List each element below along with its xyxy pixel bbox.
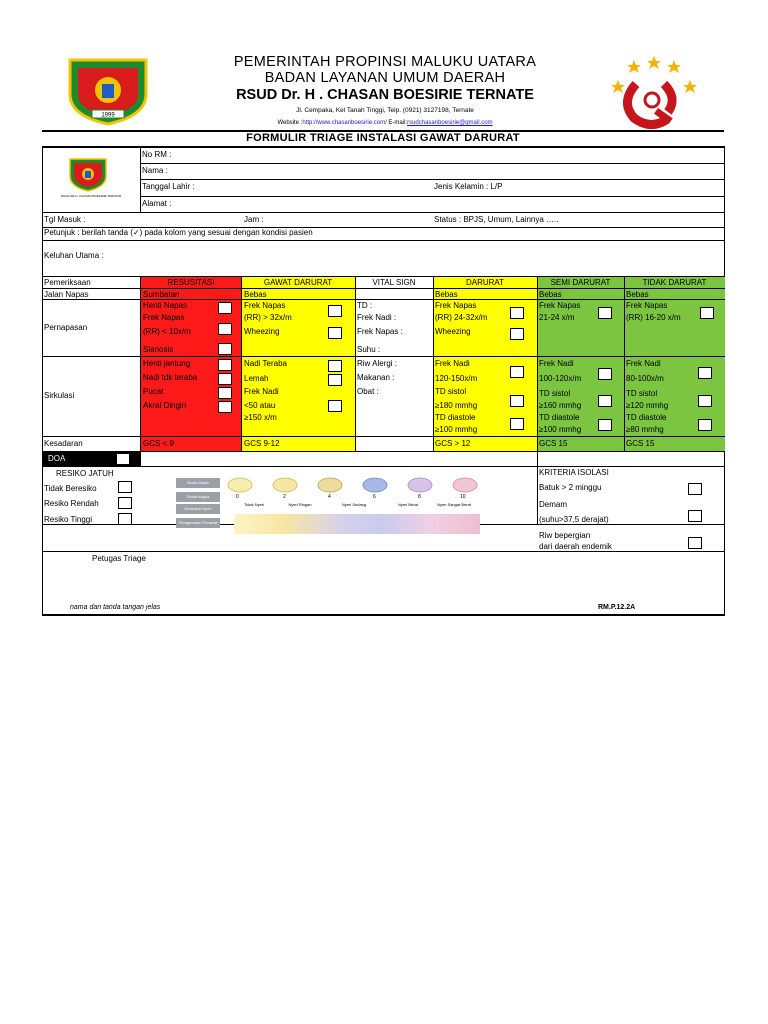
pernapasan-td-2: (RR) 16-20 x/m xyxy=(626,313,681,322)
sirkulasi-dr-5: TD diastole xyxy=(435,413,476,422)
keluhan-utama-field[interactable]: Keluhan Utama : xyxy=(44,251,104,260)
sirkulasi-dr-6: ≥100 mmhg xyxy=(435,425,478,434)
pucat-checkbox[interactable] xyxy=(218,387,232,399)
tidak-beresiko-checkbox[interactable] xyxy=(118,481,132,493)
wheezing-gd-checkbox[interactable] xyxy=(328,327,342,339)
sianosis-checkbox[interactable] xyxy=(218,343,232,355)
pernapasan-dr-1: Frek Napas xyxy=(435,301,477,310)
isolasi-batuk: Batuk > 2 minggu xyxy=(539,483,602,492)
pernapasan-gd-2: (RR) > 32x/m xyxy=(244,313,292,322)
pain-scale-row-label: Skala Angka xyxy=(176,492,220,502)
tgl-masuk-field[interactable]: Tgl Masuk : xyxy=(44,215,86,224)
frek-nadi-gd-checkbox[interactable] xyxy=(328,400,342,412)
sirkulasi-td-4: ≥120 mmhg xyxy=(626,401,669,410)
sirkulasi-sd-3: TD sistol xyxy=(539,389,571,398)
status-field[interactable]: Status : BPJS, Umum, Lainnya ….. xyxy=(434,215,559,224)
resiko-item-rendah: Resiko Rendah xyxy=(44,499,99,508)
jalan-napas-tidak: Bebas xyxy=(626,290,649,299)
rr-16-20-checkbox[interactable] xyxy=(700,307,714,319)
pernapasan-res-3: (RR) < 10x/m xyxy=(143,327,191,336)
sirkulasi-gd-3: Frek Nadi xyxy=(244,387,279,396)
sistol-160-checkbox[interactable] xyxy=(598,395,612,407)
jalan-napas-resusitasi: Sumbatan xyxy=(143,290,180,299)
vital-frek-napas[interactable]: Frek Napas : xyxy=(357,327,403,336)
pain-scale-row-label: Deskripsi Nyeri xyxy=(176,504,220,514)
jam-field[interactable]: Jam : xyxy=(244,215,264,224)
sirkulasi-dr-3: TD sistol xyxy=(435,387,467,396)
sirkulasi-res-4: Akral Dingin xyxy=(143,401,187,410)
nadi-100-120-checkbox[interactable] xyxy=(598,368,612,380)
nadi-120-150-checkbox[interactable] xyxy=(510,366,524,378)
sirkulasi-res-2: Nadi tdk teraba xyxy=(143,373,198,382)
sirkulasi-dr-1: Frek Nadi xyxy=(435,359,470,368)
pernapasan-gd-1: Frek Napas xyxy=(244,301,286,310)
form-title: FORMULIR TRIAGE INSTALASI GAWAT DARURAT xyxy=(246,132,520,144)
sirkulasi-label: Sirkulasi xyxy=(44,391,75,400)
vital-sign-header: VITAL SIGN xyxy=(372,278,416,287)
sirkulasi-gd-5: ≥150 x/m xyxy=(244,413,277,422)
sirkulasi-td-3: TD sistol xyxy=(626,389,658,398)
kesadaran-sd: GCS 15 xyxy=(539,439,568,448)
darurat-header: DARURAT xyxy=(465,278,505,287)
kriteria-isolasi-title: KRITERIA ISOLASI xyxy=(539,468,609,477)
resiko-item-tinggi: Resiko Tinggi xyxy=(44,515,93,524)
signature-caption: nama dan tanda tangan jelas xyxy=(70,604,161,611)
sirkulasi-td-2: 80-100x/m xyxy=(626,374,664,383)
resiko-item-tidak: Tidak Beresiko xyxy=(44,484,97,493)
sirkulasi-dr-2: 120-150x/m xyxy=(435,374,478,383)
pernapasan-label: Pernapasan xyxy=(44,323,88,332)
wheezing-dr-checkbox[interactable] xyxy=(510,328,524,340)
sirkulasi-res-1: Henti jantung xyxy=(143,359,191,368)
pernapasan-sd-1: Frek Napas xyxy=(539,301,581,310)
pain-faces-icon xyxy=(222,476,480,494)
kesadaran-gd: GCS 9-12 xyxy=(244,439,280,448)
pernapasan-gd-3: Wheezing xyxy=(244,327,280,336)
resiko-tinggi-checkbox[interactable] xyxy=(118,513,132,525)
vital-frek-nadi[interactable]: Frek Nadi : xyxy=(357,313,397,322)
pain-desc: Tidak Nyeri xyxy=(243,502,265,507)
pain-number: 2 xyxy=(283,494,286,500)
hospital-address: Jl. Cempaka, Kel Tanah Tinggi, Telp. (0921) 3127198, Ternate xyxy=(296,107,474,114)
rr-24-32-checkbox[interactable] xyxy=(510,307,524,319)
pain-number: 4 xyxy=(328,494,331,500)
gov-title: PEMERINTAH PROPINSI MALUKU UATARA xyxy=(233,54,537,70)
pernapasan-res-1: Henti Napas xyxy=(143,301,188,310)
pain-desc: Nyeri Ringan xyxy=(288,502,312,507)
isolasi-demam: Demam xyxy=(539,500,568,509)
tanggal-lahir-field[interactable]: Tanggal Lahir : xyxy=(142,182,195,191)
pernapasan-sd-2: 21-24 x/m xyxy=(539,313,575,322)
vital-makanan[interactable]: Makanan : xyxy=(357,373,395,382)
small-logo-caption: RSUD DR.H. CHASAN BOESIRIE TERNATE xyxy=(60,194,122,198)
pain-desc: Nyeri Sedang xyxy=(341,502,367,507)
hospital-contact: Website :http://www.chasanboesirie.com/ E-mail:rsudchasanboesirie@gmail.com xyxy=(277,120,493,126)
kesadaran-td: GCS 15 xyxy=(626,439,655,448)
alamat-field[interactable]: Alamat : xyxy=(142,199,172,208)
tidak-darurat-header: TIDAK DARURAT xyxy=(642,278,707,287)
pain-number: 8 xyxy=(418,494,421,500)
jalan-napas-darurat: Bebas xyxy=(435,290,458,299)
doa-label: DOA xyxy=(48,454,66,463)
kesadaran-dr: GCS > 12 xyxy=(435,439,471,448)
nadi-tdk-teraba-checkbox[interactable] xyxy=(218,373,232,385)
sistol-180-checkbox[interactable] xyxy=(510,395,524,407)
vital-riw-alergi[interactable]: Riw Alergi : xyxy=(357,359,398,368)
henti-jantung-checkbox[interactable] xyxy=(218,359,232,371)
resusitasi-header: RESUSITASI xyxy=(167,278,215,287)
diastole-100-dr-checkbox[interactable] xyxy=(510,418,524,430)
pemeriksaan-header: Pemeriksaan xyxy=(44,278,91,287)
sirkulasi-sd-6: ≥100 mmhg xyxy=(539,425,582,434)
hospital-emblem xyxy=(606,54,702,134)
akral-dingin-checkbox[interactable] xyxy=(218,401,232,413)
pain-number: 0 xyxy=(236,494,239,500)
rr-under-10-checkbox[interactable] xyxy=(218,323,232,335)
doa-checkbox[interactable] xyxy=(116,453,130,465)
vital-td[interactable]: TD : xyxy=(357,301,373,310)
pernapasan-td-1: Frek Napas xyxy=(626,301,668,310)
pain-number: 6 xyxy=(373,494,376,500)
pernapasan-dr-2: (RR) 24-32x/m xyxy=(435,313,488,322)
email-link[interactable]: rsudchasanboesirie@gmail.com xyxy=(407,120,493,126)
pain-scale xyxy=(174,474,480,540)
form-code: RM.P.12.2A xyxy=(598,604,636,611)
kesadaran-res: GCS < 9 xyxy=(143,439,174,448)
pain-number: 10 xyxy=(460,494,466,500)
no-rm-field[interactable]: No RM : xyxy=(142,150,172,159)
pain-scale-row-label: Pengamatan Perawat xyxy=(176,518,220,528)
pernapasan-res-2: Frek Napas xyxy=(143,313,185,322)
sirkulasi-td-6: ≥80 mmhg xyxy=(626,425,664,434)
resiko-jatuh-title: RESIKO JATUH xyxy=(56,469,114,478)
sistol-120-checkbox[interactable] xyxy=(698,395,712,407)
jalan-napas-label: Jalan Napas xyxy=(44,290,89,299)
sirkulasi-res-3: Pucat xyxy=(143,387,164,396)
sirkulasi-td-1: Frek Nadi xyxy=(626,359,661,368)
rr-over-32-checkbox[interactable] xyxy=(328,305,342,317)
svg-text:1999: 1999 xyxy=(101,112,115,119)
sirkulasi-td-5: TD diastole xyxy=(626,413,667,422)
sirkulasi-sd-1: Frek Nadi xyxy=(539,359,574,368)
semi-darurat-header: SEMI DARURAT xyxy=(550,278,611,287)
jalan-napas-semi: Bebas xyxy=(539,290,562,299)
henti-napas-checkbox[interactable] xyxy=(218,302,232,314)
agency-title: BADAN LAYANAN UMUM DAERAH xyxy=(264,70,506,86)
sirkulasi-sd-2: 100-120x/m xyxy=(539,374,582,383)
sirkulasi-sd-4: ≥160 mmhg xyxy=(539,401,582,410)
sirkulasi-gd-1: Nadi Teraba xyxy=(244,359,287,368)
isolasi-suhu: (suhu>37,5 derajat) xyxy=(539,515,609,524)
sirkulasi-dr-4: ≥180 mmhg xyxy=(435,401,478,410)
petugas-triage-label: Petugas Triage xyxy=(92,554,146,563)
sirkulasi-sd-5: TD diastole xyxy=(539,413,580,422)
isolasi-riw-1: Riw bepergian xyxy=(539,531,591,540)
pain-desc: Nyeri Sangat Berat xyxy=(437,502,471,507)
petunjuk-text: Petunjuk : berilah tanda (✓) pada kolom yang sesuai dengan kondisi pasien xyxy=(44,228,313,237)
demam-checkbox[interactable] xyxy=(688,510,702,522)
pain-scale-row-label: Skala Wajah xyxy=(176,478,220,488)
pain-desc: Nyeri Berat xyxy=(397,502,418,507)
gawat-darurat-header: GAWAT DARURAT xyxy=(263,278,333,287)
vital-suhu[interactable]: Suhu : xyxy=(357,345,381,354)
nadi-80-100-checkbox[interactable] xyxy=(698,367,712,379)
pain-observation-band xyxy=(234,514,480,534)
small-hospital-logo xyxy=(66,156,110,192)
isolasi-riw-2: dari daerah endemik xyxy=(539,542,612,551)
jalan-napas-gawat: Bebas xyxy=(244,290,267,299)
resiko-rendah-checkbox[interactable] xyxy=(118,497,132,509)
vital-obat[interactable]: Obat : xyxy=(357,387,379,396)
diastole-100-sd-checkbox[interactable] xyxy=(598,419,612,431)
pernapasan-dr-3: Wheezing xyxy=(435,327,471,336)
sirkulasi-gd-4: <50 atau xyxy=(244,401,276,410)
hospital-logo xyxy=(62,54,154,126)
batuk-checkbox[interactable] xyxy=(688,483,702,495)
pernapasan-res-4: Sianosis xyxy=(143,345,174,354)
nadi-teraba-checkbox[interactable] xyxy=(328,360,342,372)
jenis-kelamin-field[interactable]: Jenis Kelamin : L/P xyxy=(434,182,503,191)
lemah-checkbox[interactable] xyxy=(328,374,342,386)
website-link[interactable]: http://www.chasanboesirie.com/ xyxy=(302,120,387,126)
nama-field[interactable]: Nama : xyxy=(142,166,168,175)
rr-21-24-checkbox[interactable] xyxy=(598,307,612,319)
riw-bepergian-checkbox[interactable] xyxy=(688,537,702,549)
sirkulasi-gd-2: Lemah xyxy=(244,374,269,383)
diastole-80-checkbox[interactable] xyxy=(698,419,712,431)
kesadaran-label: Kesadaran xyxy=(44,439,83,448)
hospital-name: RSUD Dr. H . CHASAN BOESIRIE TERNATE xyxy=(236,87,534,103)
